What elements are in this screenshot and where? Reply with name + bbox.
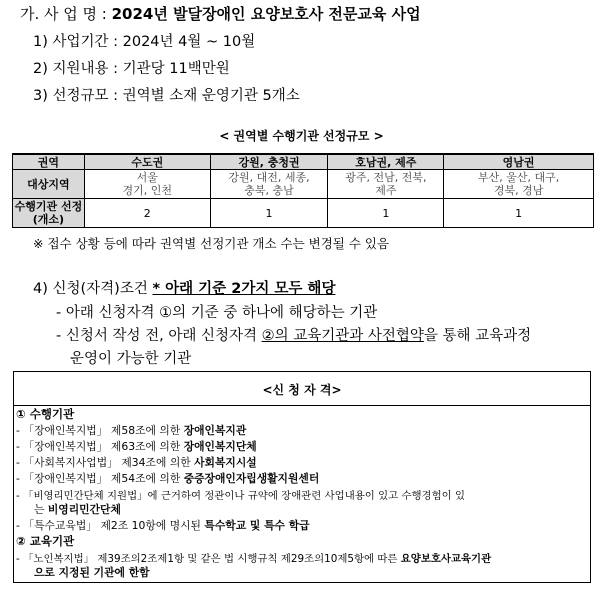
qualification-box	[13, 371, 591, 583]
list-item: - 「비영리민간단체 지원법」에 근거하여 정관이나 규약에 장애관련 사업내용이 있고 수행경험이 있	[16, 490, 466, 502]
col-header: 강원, 충청권	[210, 154, 328, 170]
section-education-institution: ② 교육기관	[16, 534, 75, 548]
col-header: 호남권, 제주	[328, 154, 444, 170]
qualification-header: <신 청 자 격>	[14, 372, 590, 406]
table-cell: 광주, 전남, 전북, 제주	[328, 170, 444, 199]
title-prefix: 가. 사 업 명 :	[20, 5, 112, 23]
conditions-emphasis: * 아래 기준 2가지 모두 해당	[152, 281, 336, 297]
list-item-continued: 는 비영리민간단체	[34, 503, 121, 516]
list-item: - 「사회복지사업법」 제34조에 의한 사회복지시설	[16, 456, 257, 469]
condition-line-2: - 신청서 작성 전, 아래 신청자격 ②의 교육기관과 사전협약을 통해 교육과정	[56, 328, 532, 344]
item-scale: 3) 선정규모 : 권역별 소재 운영기관 5개소	[33, 88, 300, 104]
row-label-target: 대상지역	[13, 170, 85, 199]
table-cell: 서울 경기, 인천	[84, 170, 210, 199]
list-item-continued: 으로 지정된 기관에 한함	[34, 566, 150, 579]
item-period: 1) 사업기간 : 2024년 4월 ~ 10월	[33, 34, 256, 50]
region-table	[12, 153, 594, 228]
table-note: ※ 접수 상황 등에 따라 권역별 선정기관 개소 수는 변경될 수 있음	[33, 236, 390, 251]
conditions-title	[33, 277, 335, 298]
table-caption: < 권역별 수행기관 선정규모 >	[219, 129, 384, 143]
col-header-region: 권역	[13, 154, 85, 170]
row-label-count: 수행기관 선정 (개소)	[13, 199, 85, 228]
table-cell: 부산, 울산, 대구, 경북, 경남	[444, 170, 594, 199]
table-row-target	[13, 170, 594, 199]
table-cell: 1	[210, 199, 328, 228]
project-name: 2024년 발달장애인 요양보호사 전문교육 사업	[111, 5, 421, 23]
table-cell: 1	[328, 199, 444, 228]
conditions-label: 4) 신청(자격)조건	[33, 281, 153, 297]
list-item: - 「노인복지법」 제39조의2조제1항 및 같은 법 시행규칙 제29조의10제5항에 따른 요양보호사교육기관	[16, 553, 492, 565]
page-title	[20, 3, 421, 24]
item-support: 2) 지원내용 : 기관당 11백만원	[33, 61, 230, 77]
table-row-count	[13, 199, 594, 228]
table-cell: 강원, 대전, 세종, 충북, 충남	[210, 170, 328, 199]
list-item: - 「장애인복지법」 제58조에 의한 장애인복지관	[16, 424, 247, 437]
col-header: 영남권	[444, 154, 594, 170]
list-item: - 「장애인복지법」 제54조에 의한 중증장애인자립생활지원센터	[16, 472, 320, 485]
table-cell: 2	[84, 199, 210, 228]
list-item: - 「특수교육법」 제2조 10항에 명시된 특수학교 및 특수 학급	[16, 519, 310, 532]
condition-underline: ②의 교육기관과 사전협약	[261, 328, 424, 344]
condition-line-1: - 아래 신청자격 ①의 기준 중 하나에 해당하는 기관	[56, 305, 378, 321]
col-header: 수도권	[84, 154, 210, 170]
list-item: - 「장애인복지법」 제63조에 의한 장애인복지단체	[16, 440, 257, 453]
section-performing-agency: ① 수행기관	[16, 407, 75, 421]
condition-line-3: 운영이 가능한 기관	[70, 351, 192, 367]
table-cell: 1	[444, 199, 594, 228]
table-header-row	[13, 154, 594, 170]
